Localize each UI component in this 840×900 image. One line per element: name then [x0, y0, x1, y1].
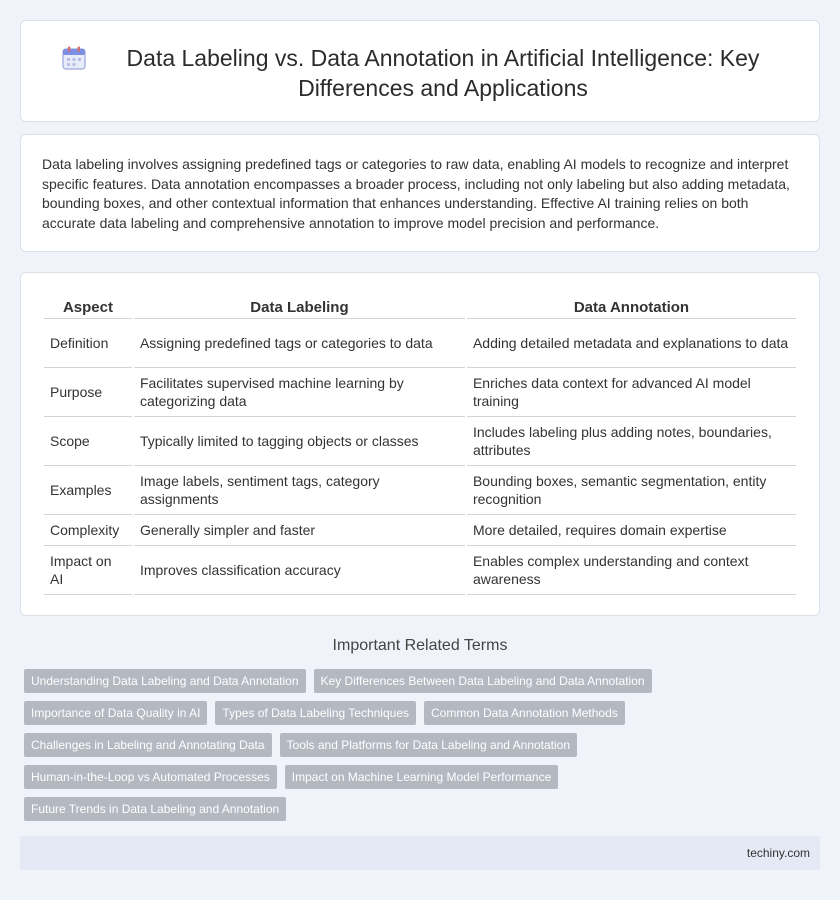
related-term-tag[interactable]: Common Data Annotation Methods [424, 701, 625, 725]
page-title: Data Labeling vs. Data Annotation in Artificial Intelligence: Key Differences and Applications [126, 45, 760, 101]
related-terms-title: Important Related Terms [332, 637, 508, 654]
related-term-tag[interactable]: Understanding Data Labeling and Data Annotation [24, 669, 306, 693]
table-cell-aspect: Purpose [44, 368, 132, 417]
table-cell-labeling: Image labels, sentiment tags, category assignments [134, 466, 465, 515]
related-term-tag[interactable]: Future Trends in Data Labeling and Annotation [24, 797, 286, 821]
table-cell-annotation: Includes labeling plus adding notes, boundaries, attributes [467, 417, 796, 466]
table-row [44, 546, 796, 595]
table-cell-aspect: Impact on AI [44, 546, 132, 595]
table-row [44, 466, 796, 515]
table-header-row [44, 296, 796, 319]
table-cell-annotation: Bounding boxes, semantic segmentation, entity recognition [467, 466, 796, 515]
table-cell-aspect: Definition [44, 319, 132, 368]
intro-paragraph: Data labeling involves assigning predefined tags or categories to raw data, enabling AI models to recognize and interpret specific features. Data annotation encompasses a broader process, including not only labeling but also adding metadata, bounding boxes, and other contextual information that enhances understanding. Effective AI training relies on both accurate data labeling and comprehensive annotation to improve model precision and performance. [42, 156, 790, 231]
table-row [44, 368, 796, 417]
header-aspect: Aspect [44, 296, 132, 319]
table-cell-annotation: Adding detailed metadata and explanations to data [467, 319, 796, 368]
table-cell-annotation: More detailed, requires domain expertise [467, 515, 796, 546]
related-term-tag[interactable]: Key Differences Between Data Labeling and Data Annotation [314, 669, 652, 693]
related-term-tag[interactable]: Impact on Machine Learning Model Performance [285, 765, 558, 789]
related-term-tag[interactable]: Importance of Data Quality in AI [24, 701, 207, 725]
table-cell-annotation: Enriches data context for advanced AI model training [467, 368, 796, 417]
footer [20, 836, 820, 870]
header [61, 43, 779, 103]
related-term-tag[interactable]: Types of Data Labeling Techniques [215, 701, 416, 725]
comparison-table [42, 296, 798, 595]
table-cell-aspect: Scope [44, 417, 132, 466]
header-data-labeling: Data Labeling [134, 296, 465, 319]
table-row [44, 319, 796, 368]
header-card [20, 20, 820, 122]
related-term-tag[interactable]: Human-in-the-Loop vs Automated Processes [24, 765, 277, 789]
table-cell-labeling: Improves classification accuracy [134, 546, 465, 595]
table-cell-annotation: Enables complex understanding and context awareness [467, 546, 796, 595]
table-cell-labeling: Assigning predefined tags or categories to data [134, 319, 465, 368]
table-cell-labeling: Facilitates supervised machine learning by categorizing data [134, 368, 465, 417]
related-term-tag[interactable]: Challenges in Labeling and Annotating Data [24, 733, 272, 757]
table-cell-labeling: Typically limited to tagging objects or classes [134, 417, 465, 466]
table-cell-aspect: Complexity [44, 515, 132, 546]
table-row [44, 515, 796, 546]
related-terms-list [24, 669, 804, 821]
intro-card [20, 134, 820, 252]
comparison-table-card [20, 272, 820, 616]
table-cell-aspect: Examples [44, 466, 132, 515]
table-row [44, 417, 796, 466]
related-term-tag[interactable]: Tools and Platforms for Data Labeling and Annotation [280, 733, 578, 757]
footer-site[interactable]: techiny.com [746, 846, 810, 860]
header-data-annotation: Data Annotation [467, 296, 796, 319]
table-cell-labeling: Generally simpler and faster [134, 515, 465, 546]
calendar-icon [61, 45, 87, 71]
